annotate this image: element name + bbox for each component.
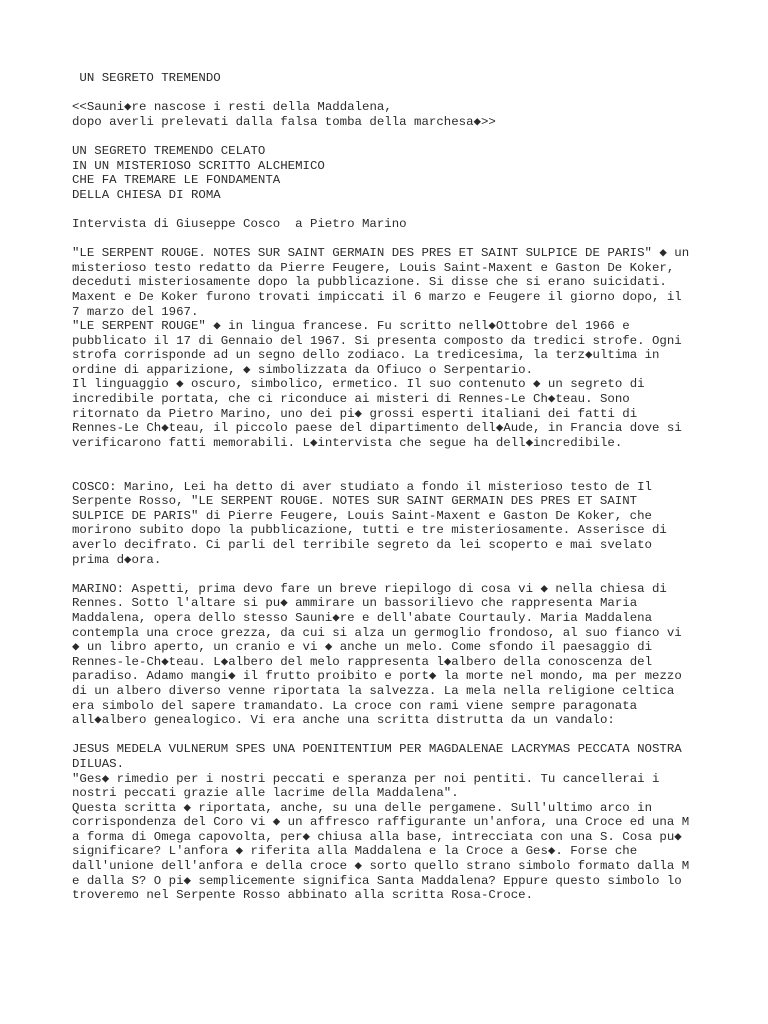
intro-line: incredibile portata, che ci riconduce ai misteri di Rennes-Le Ch◆teau. Sono	[72, 392, 630, 407]
latin-line: corrispondenza del Coro vi ◆ un affresco raffigurante un'anfora, una Croce ed una M	[72, 815, 690, 830]
marino-line: ◆ un libro aperto, un cranio e vi ◆ anche un melo. Come sfondo il paesaggio di	[72, 640, 653, 655]
cosco-line: averlo decifrato. Ci parli del terribile segreto da lei scoperto e mai svelato	[72, 538, 652, 552]
marino-line: all◆albero genealogico. Vi era anche una scritta distrutta da un vandalo:	[72, 713, 615, 728]
cosco-line: COSCO: Marino, Lei ha detto di aver studiato a fondo il misterioso testo de Il	[72, 479, 652, 494]
intro-line: ordine di apparizione, ◆ simbolizzata da Ofiuco o Serpentario.	[72, 362, 534, 377]
intro-line: Maxent e De Koker furono trovati impiccati il 6 marzo e Feugere il giorno dopo, il	[72, 289, 682, 304]
marino-line: contempla una croce grezza, da cui si alza un germoglio frondoso, al suo fianco vi	[72, 625, 682, 640]
intro-line: verificarono fatti memorabili. L◆intervista che segue ha dell◆incredibile.	[72, 435, 623, 450]
headline-line: DELLA CHIESA DI ROMA	[72, 187, 221, 202]
headline-line: IN UN MISTERIOSO SCRITTO ALCHEMICO	[72, 158, 325, 173]
subtitle-line: <<Sauni◆re nascose i resti della Maddalena,	[72, 100, 392, 115]
cosco-line: prima d◆ora.	[72, 552, 162, 567]
marino-answer	[72, 582, 702, 728]
marino-line: Rennes. Sotto l'altare si pu◆ ammirare un bassorilievo che rappresenta Maria	[72, 596, 638, 611]
latin-line: "Ges◆ rimedio per i nostri peccati e speranza per noi pentiti. Tu cancellerai i	[72, 771, 660, 786]
cosco-line: Serpente Rosso, "LE SERPENT ROUGE. NOTES SUR SAINT GERMAIN DES PRES ET SAINT	[72, 494, 638, 509]
latin-line: significare? L'anfora ◆ riferita alla Maddalena e la Croce a Ges◆. Forse che	[72, 844, 638, 859]
subtitle-line: dopo averli prelevati dalla falsa tomba della marchesa◆>>	[72, 114, 496, 129]
marino-line: di un albero diverso venne riportata la salvezza. La mela nella religione celtica	[72, 683, 675, 698]
latin-line: a forma di Omega capovolta, per◆ chiusa alla base, intrecciata con una S. Cosa pu◆	[72, 829, 682, 844]
intro-line: misterioso testo redatto da Pierre Feugere, Louis Saint-Maxent e Gaston De Koker,	[72, 260, 675, 275]
latin-line: dall'unione dell'anfora e della croce ◆ sorto quello strano simbolo formato dalla M	[72, 859, 690, 874]
intro-line: 7 marzo del 1967.	[72, 304, 199, 319]
intro-line: "LE SERPENT ROUGE" ◆ in lingua francese. Fu scritto nell◆Ottobre del 1966 e	[72, 319, 630, 334]
intro-line: pubblicato il 17 di Gennaio del 1967. Si presenta composto da tredici strofe. Ogni	[72, 333, 682, 348]
byline: Intervista di Giuseppe Cosco a Pietro Marino	[72, 216, 407, 231]
cosco-line: morirono subito dopo la pubblicazione, tutti e tre misteriosamente. Asserisce di	[72, 523, 667, 538]
intro-paragraph	[72, 246, 702, 450]
intro-line: "LE SERPENT ROUGE. NOTES SUR SAINT GERMAIN DES PRES ET SAINT SULPICE DE PARIS" ◆ un	[72, 246, 690, 261]
marino-line: era simbolo del sapere tramandato. La croce con rami viene sempre paragonata	[72, 698, 638, 713]
latin-line: Questa scritta ◆ riportata, anche, su una delle pergamene. Sull'ultimo arco in	[72, 800, 653, 815]
latin-line: nostri peccati grazie alle lacrime della Maddalena".	[72, 786, 459, 801]
marino-line: paradiso. Adamo mangi◆ il frutto proibito e port◆ la morte nel mondo, ma per mezzo	[72, 669, 682, 684]
headline-line: CHE FA TREMARE LE FONDAMENTA	[72, 173, 281, 188]
latin-line: DILUAS.	[72, 756, 125, 771]
intro-line: deceduti misteriosamente dopo la pubblicazione. Si disse che si erano suicidati.	[72, 275, 667, 290]
subtitle-block	[72, 100, 702, 129]
marino-line: Rennes-le-Ch◆teau. L◆albero del melo rappresenta l◆albero della conoscenza del	[72, 654, 653, 669]
document-heading: UN SEGRETO TREMENDO	[72, 71, 221, 85]
intro-line: Rennes-Le Ch◆teau, il piccolo paese del dipartimento dell◆Aude, in Francia dove si	[72, 421, 682, 436]
intro-line: ritornato da Pietro Marino, uno dei pi◆ grossi esperti italiani dei fatti di	[72, 406, 638, 421]
latin-line: troveremo nel Serpente Rosso abbinato alla scritta Rosa-Croce.	[72, 888, 534, 903]
cosco-line: SULPICE DE PARIS" di Pierre Feugere, Louis Saint-Maxent e Gaston De Koker, che	[72, 508, 652, 523]
latin-inscription-paragraph	[72, 742, 702, 903]
latin-line: e dalla S? O pi◆ semplicemente significa Santa Maddalena? Eppure questo simbolo lo	[72, 873, 682, 888]
headline-line: UN SEGRETO TREMENDO CELATO	[72, 143, 266, 158]
cosco-question	[72, 480, 702, 568]
intro-line: Il linguaggio ◆ oscuro, simbolico, ermetico. Il suo contenuto ◆ un segreto di	[72, 377, 645, 392]
headline-block	[72, 144, 702, 202]
latin-line: JESUS MEDELA VULNERUM SPES UNA POENITENTIUM PER MAGDALENAE LACRYMAS PECCATA NOSTRA	[72, 742, 682, 757]
marino-line: MARINO: Aspetti, prima devo fare un breve riepilogo di cosa vi ◆ nella chiesa di	[72, 581, 667, 596]
marino-line: Maddalena, opera dello stesso Sauni◆re e dell'abate Courtauly. Maria Maddalena	[72, 610, 653, 625]
intro-line: strofa corrisponde ad un segno dello zodiaco. La tredicesima, la terz◆ultima in	[72, 348, 660, 363]
document-page	[72, 71, 702, 903]
